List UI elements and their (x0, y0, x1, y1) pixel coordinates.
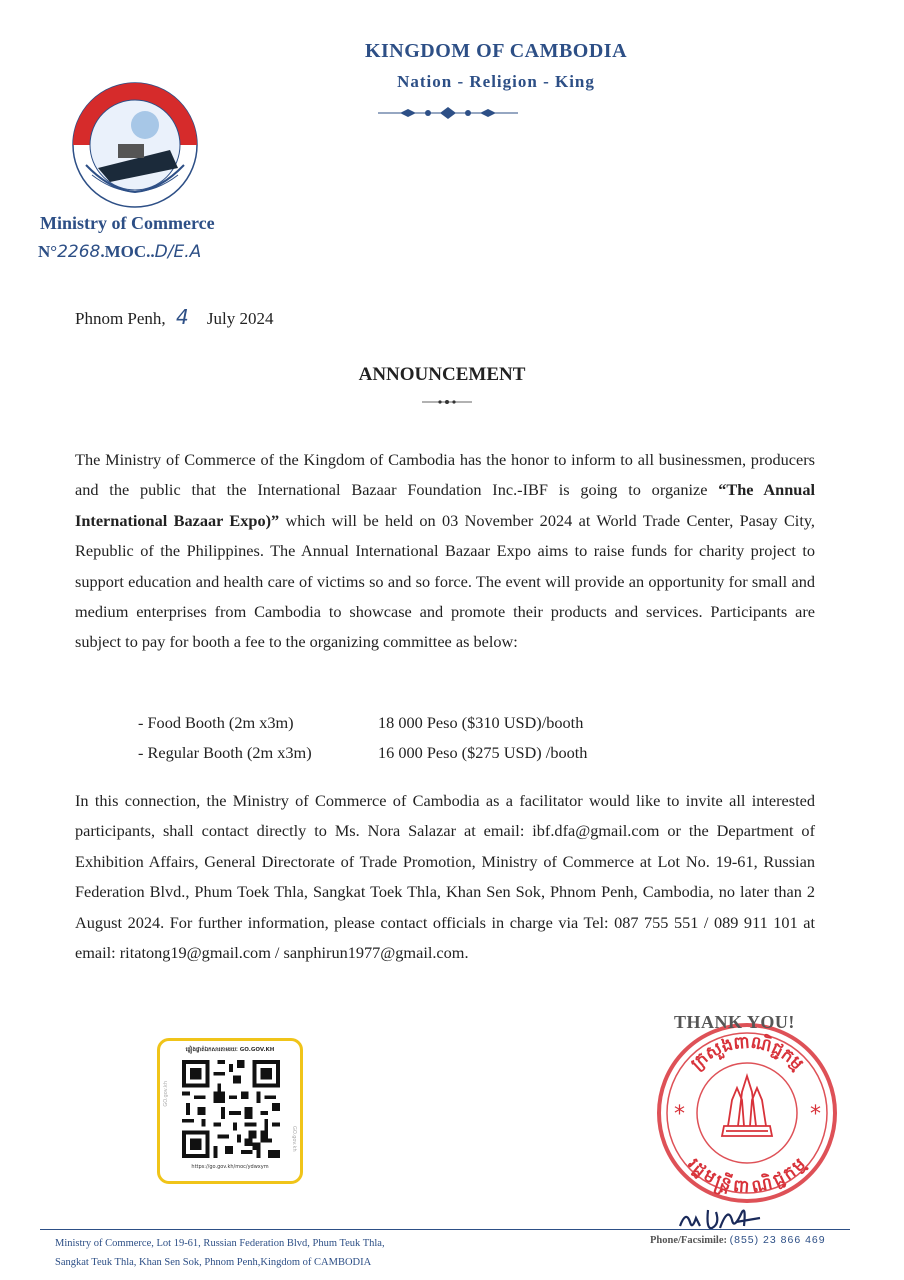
qr-url: https://go.gov.kh/moc/ydwxym (191, 1164, 269, 1170)
footer-address-line: Sangkat Teuk Thla, Khan Sen Sok, Phnom Penh,Kingdom of CAMBODIA (55, 1257, 372, 1268)
national-motto: Nation - Religion - King (397, 72, 595, 91)
booth-row-food (138, 708, 587, 738)
date-city: Phnom Penh, (75, 309, 166, 328)
svg-text:រដ្ឋមន្ត្រីពាណិជ្ជកម្ម (684, 1154, 811, 1197)
footer-address-line: Ministry of Commerce, Lot 19-61, Russian Federation Blvd, Phum Teuk Thla, (55, 1238, 385, 1249)
date-day: 4 (175, 305, 189, 329)
booth-name: - Food Booth (2m x3m) (138, 713, 294, 732)
kingdom-heading: KINGDOM OF CAMBODIA (364, 40, 628, 62)
announcement-title: ANNOUNCEMENT (358, 364, 526, 385)
qr-verification-card[interactable] (157, 1038, 303, 1184)
date-line (75, 305, 274, 329)
title-ornament (422, 398, 472, 406)
booth-name: - Regular Booth (2m x3m) (138, 743, 312, 763)
body-paragraph-2: In this connection, the Ministry of Commerce of Cambodia as a facilitator would like to invite all interested participants, shall contact directly to Ms. Nora Salazar at email: ibf.dfa@gmail.com or the Department of Exhibition Affairs, General Directorate of Trade Promotion, Ministry of Commerce at Lot No. 19-61, Russian Federation Blvd., Phum Toek Thla, Sangkat Toek Thla, Khan Sen Sok, Phnom Penh, Cambodia, no later than 2 August 2024. For further information, please contact officials in charge via Tel: 087 755 551 / 089 911 101 at email: ritatong19@gmail.com / sanphirun1977@gmail.com. (75, 791, 815, 963)
para1-text-b: which will be held on 03 November 2024 at World Trade Center, Pasay City, Republic of the Philippines. The Annual International Bazaar Expo aims to raise funds for charity project to support education and health care of victims so and so force. The event will provide an opportunity for small and medium enterprises from Cambodia to showcase and promote their products and services. Participants are subject to pay for booth a fee to the organizing committee as below: (75, 510, 815, 652)
temple-emblem (722, 1076, 772, 1136)
official-stamp (652, 1018, 842, 1208)
ministry-name: Ministry of Commerce (40, 213, 215, 233)
stamp-bottom-text: រដ្ឋមន្ត្រីពាណិជ្ជកម្ម (683, 1154, 810, 1198)
footer-address (55, 1234, 385, 1272)
header-ornament (378, 106, 518, 120)
ministry-seal-logo (70, 80, 200, 210)
ref-prefix: N° (38, 242, 58, 261)
body-paragraph-1 (75, 445, 815, 658)
qr-title: ផ្ទៀងផ្ទាត់ឯកសារតាមរយៈ GO.GOV.KH (185, 1047, 275, 1053)
event-name: “The Annual International Bazaar Expo)” (75, 480, 815, 530)
qr-side-label: GO.gov.kh (291, 1126, 297, 1152)
date-month-year: July 2024 (206, 309, 274, 328)
ref-suffix: D/E.A (154, 242, 202, 262)
ref-middle: .MOC.. (100, 242, 155, 261)
footer-phone-label: Phone/Facsimile: (650, 1235, 727, 1246)
booth-price: 18 000 Peso ($310 USD)/booth (378, 713, 584, 732)
footer-phone (650, 1234, 826, 1246)
footer-phone-number: (855) 23 866 469 (729, 1234, 826, 1246)
qr-side-label: GO.gov.kh (163, 1081, 169, 1107)
para1-text-a: The Ministry of Commerce of the Kingdom of Cambodia has the honor to inform to all businessmen, producers and the public that the International Bazaar Foundation Inc.-IBF is going to organize (75, 450, 815, 500)
stamp-top-text: ក្រសួងពាណិជ្ជកម្ម (687, 1032, 808, 1075)
booth-row-regular (138, 738, 587, 768)
qr-code[interactable] (182, 1059, 280, 1159)
ref-number: 2268 (57, 242, 101, 262)
thank-you-text: THANK YOU! (674, 1012, 795, 1032)
footer-divider (40, 1229, 850, 1230)
svg-text:*: * (810, 1102, 821, 1127)
reference-number (38, 242, 201, 262)
booth-price: 16 000 Peso ($275 USD) /booth (378, 743, 588, 763)
svg-text:*: * (674, 1102, 685, 1127)
booth-fee-list (138, 708, 587, 769)
